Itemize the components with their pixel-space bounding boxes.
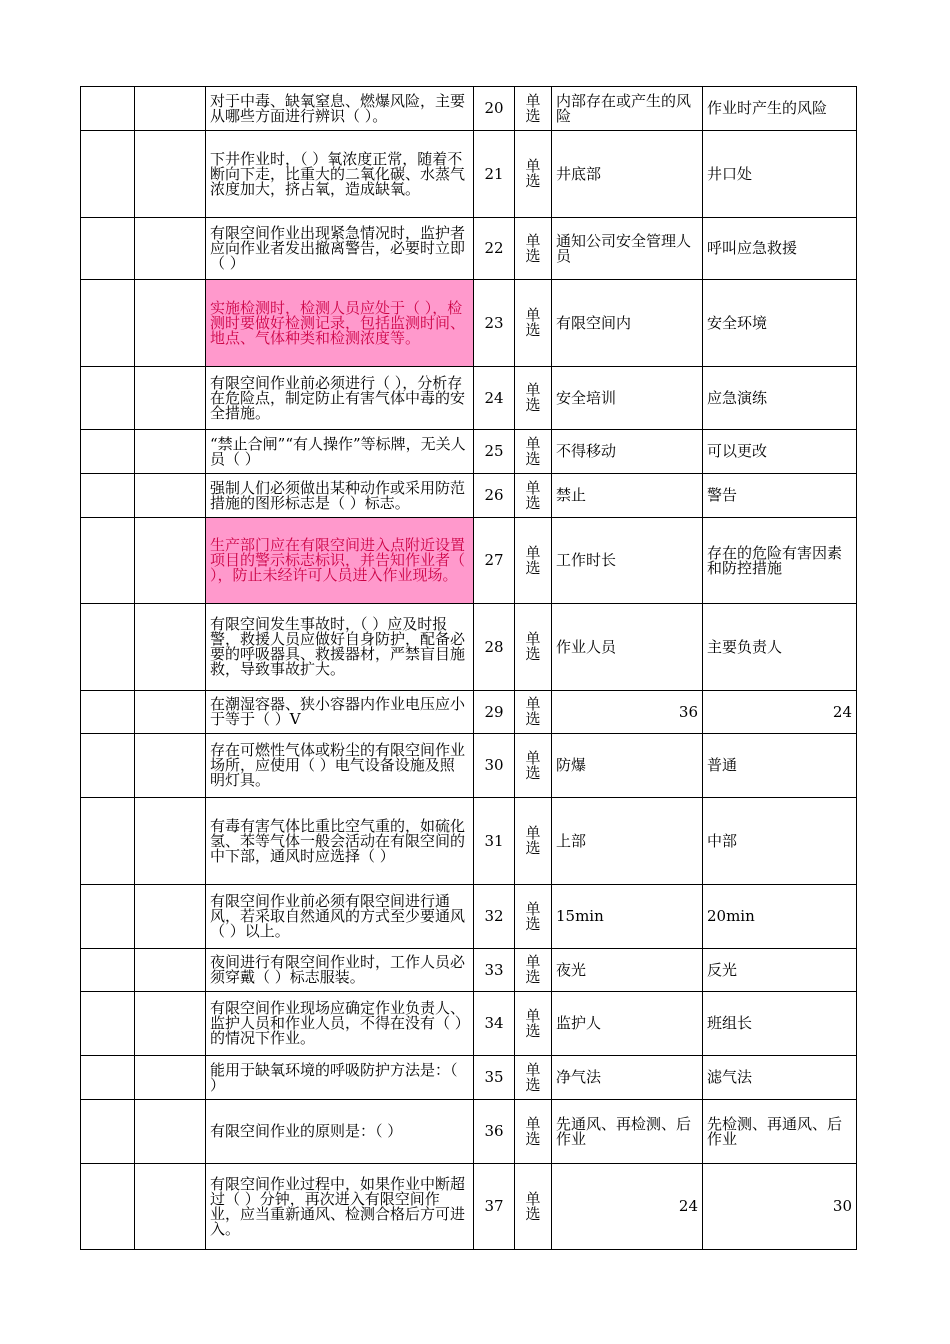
question-type: 单选 — [515, 691, 552, 734]
blank-cell-b — [135, 949, 206, 992]
table-row — [81, 798, 857, 885]
question-text: 存在可燃性气体或粉尘的有限空间作业场所，应使用（ ）电气设备设施及照明灯具。 — [206, 734, 474, 798]
blank-cell-a — [81, 280, 135, 367]
blank-cell-a — [81, 885, 135, 949]
option-b: 安全环境 — [703, 280, 857, 367]
question-text: 有限空间作业的原则是：（ ） — [206, 1100, 474, 1164]
blank-cell-a — [81, 798, 135, 885]
question-text: 夜间进行有限空间作业时，工作人员必须穿戴（ ）标志服装。 — [206, 949, 474, 992]
blank-cell-b — [135, 691, 206, 734]
question-text: 生产部门应在有限空间进入点附近设置项目的警示标志标识，并告知作业者（ ），防止未经许可人员进入作业现场。 — [206, 518, 474, 604]
table-row — [81, 1100, 857, 1164]
table-row — [81, 430, 857, 474]
blank-cell-a — [81, 474, 135, 518]
question-type: 单选 — [515, 280, 552, 367]
question-number: 36 — [474, 1100, 515, 1164]
table-row — [81, 734, 857, 798]
option-a: 监护人 — [552, 992, 703, 1056]
question-number: 21 — [474, 131, 515, 218]
table-row — [81, 1056, 857, 1100]
option-b: 普通 — [703, 734, 857, 798]
question-text: 对于中毒、缺氧窒息、燃爆风险，主要从哪些方面进行辨识（ ）。 — [206, 87, 474, 131]
question-number: 33 — [474, 949, 515, 992]
table-row — [81, 131, 857, 218]
question-text: 有限空间发生事故时，（ ）应及时报警，救援人员应做好自身防护，配备必要的呼吸器具、救援器材，严禁盲目施救，导致事故扩大。 — [206, 604, 474, 691]
question-table-body — [81, 87, 857, 1250]
question-type: 单选 — [515, 518, 552, 604]
question-number: 25 — [474, 430, 515, 474]
question-type: 单选 — [515, 131, 552, 218]
question-type: 单选 — [515, 1056, 552, 1100]
option-a: 24 — [552, 1164, 703, 1250]
blank-cell-a — [81, 518, 135, 604]
question-type: 单选 — [515, 798, 552, 885]
blank-cell-b — [135, 430, 206, 474]
question-text: 能用于缺氧环境的呼吸防护方法是：（ ） — [206, 1056, 474, 1100]
option-b: 反光 — [703, 949, 857, 992]
blank-cell-a — [81, 367, 135, 430]
blank-cell-a — [81, 1164, 135, 1250]
option-b: 井口处 — [703, 131, 857, 218]
option-a: 36 — [552, 691, 703, 734]
question-number: 34 — [474, 992, 515, 1056]
question-number: 35 — [474, 1056, 515, 1100]
blank-cell-b — [135, 604, 206, 691]
question-type: 单选 — [515, 474, 552, 518]
option-b: 班组长 — [703, 992, 857, 1056]
table-row — [81, 604, 857, 691]
question-number: 28 — [474, 604, 515, 691]
blank-cell-b — [135, 87, 206, 131]
option-a: 夜光 — [552, 949, 703, 992]
question-type: 单选 — [515, 218, 552, 280]
question-text: 有限空间作业现场应确定作业负责人、监护人员和作业人员，不得在没有（ ）的情况下作业。 — [206, 992, 474, 1056]
blank-cell-b — [135, 218, 206, 280]
question-text: 有毒有害气体比重比空气重的，如硫化氢、苯等气体一般会活动在有限空间的中下部，通风时应选择（ ） — [206, 798, 474, 885]
blank-cell-a — [81, 430, 135, 474]
question-text: 有限空间作业过程中，如果作业中断超过（ ）分钟，再次进入有限空间作业，应当重新通风、检测合格后方可进入。 — [206, 1164, 474, 1250]
blank-cell-b — [135, 131, 206, 218]
blank-cell-b — [135, 734, 206, 798]
question-type: 单选 — [515, 949, 552, 992]
blank-cell-b — [135, 1164, 206, 1250]
question-number: 23 — [474, 280, 515, 367]
question-type: 单选 — [515, 367, 552, 430]
question-number: 32 — [474, 885, 515, 949]
blank-cell-b — [135, 1100, 206, 1164]
question-text: 实施检测时，检测人员应处于（ ），检测时要做好检测记录，包括监测时间、地点、气体种类和检测浓度等。 — [206, 280, 474, 367]
option-a: 安全培训 — [552, 367, 703, 430]
option-b: 存在的危险有害因素和防控措施 — [703, 518, 857, 604]
blank-cell-b — [135, 992, 206, 1056]
option-a: 作业人员 — [552, 604, 703, 691]
blank-cell-a — [81, 1056, 135, 1100]
option-b: 应急演练 — [703, 367, 857, 430]
blank-cell-a — [81, 218, 135, 280]
question-type: 单选 — [515, 992, 552, 1056]
blank-cell-a — [81, 604, 135, 691]
option-a: 井底部 — [552, 131, 703, 218]
option-b: 30 — [703, 1164, 857, 1250]
blank-cell-b — [135, 885, 206, 949]
option-b: 滤气法 — [703, 1056, 857, 1100]
option-a: 内部存在或产生的风险 — [552, 87, 703, 131]
table-row — [81, 218, 857, 280]
table-row — [81, 992, 857, 1056]
table-row — [81, 691, 857, 734]
option-b: 呼叫应急救援 — [703, 218, 857, 280]
question-type: 单选 — [515, 604, 552, 691]
option-a: 上部 — [552, 798, 703, 885]
option-b: 可以更改 — [703, 430, 857, 474]
table-row — [81, 518, 857, 604]
option-a: 防爆 — [552, 734, 703, 798]
blank-cell-b — [135, 280, 206, 367]
question-number: 26 — [474, 474, 515, 518]
option-b: 24 — [703, 691, 857, 734]
option-b: 20min — [703, 885, 857, 949]
option-a: 工作时长 — [552, 518, 703, 604]
question-text: “禁止合闸”“有人操作”等标牌，无关人员（ ） — [206, 430, 474, 474]
blank-cell-b — [135, 798, 206, 885]
option-a: 净气法 — [552, 1056, 703, 1100]
blank-cell-a — [81, 87, 135, 131]
blank-cell-b — [135, 367, 206, 430]
question-number: 30 — [474, 734, 515, 798]
question-text: 有限空间作业前必须进行（ ），分析存在危险点，制定防止有害气体中毒的安全措施。 — [206, 367, 474, 430]
option-a: 不得移动 — [552, 430, 703, 474]
blank-cell-a — [81, 691, 135, 734]
question-number: 20 — [474, 87, 515, 131]
question-number: 27 — [474, 518, 515, 604]
question-number: 37 — [474, 1164, 515, 1250]
table-row — [81, 1164, 857, 1250]
blank-cell-a — [81, 131, 135, 218]
blank-cell-a — [81, 1100, 135, 1164]
question-text: 有限空间作业出现紧急情况时，监护者应向作业者发出撤离警告，必要时立即（ ） — [206, 218, 474, 280]
option-b: 主要负责人 — [703, 604, 857, 691]
option-a: 通知公司安全管理人员 — [552, 218, 703, 280]
question-table — [80, 86, 857, 1250]
option-b: 作业时产生的风险 — [703, 87, 857, 131]
question-type: 单选 — [515, 734, 552, 798]
question-text: 在潮湿容器、狭小容器内作业电压应小于等于（ ）V — [206, 691, 474, 734]
question-text: 强制人们必须做出某种动作或采用防范措施的图形标志是（ ）标志。 — [206, 474, 474, 518]
table-row — [81, 367, 857, 430]
question-number: 31 — [474, 798, 515, 885]
question-type: 单选 — [515, 1100, 552, 1164]
table-row — [81, 949, 857, 992]
option-a: 先通风、再检测、后作业 — [552, 1100, 703, 1164]
option-a: 15min — [552, 885, 703, 949]
table-row — [81, 885, 857, 949]
option-b: 警告 — [703, 474, 857, 518]
question-number: 24 — [474, 367, 515, 430]
question-number: 22 — [474, 218, 515, 280]
table-row — [81, 87, 857, 131]
question-type: 单选 — [515, 430, 552, 474]
question-type: 单选 — [515, 885, 552, 949]
table-row — [81, 280, 857, 367]
question-number: 29 — [474, 691, 515, 734]
blank-cell-b — [135, 518, 206, 604]
option-b: 先检测、再通风、后作业 — [703, 1100, 857, 1164]
question-text: 有限空间作业前必须有限空间进行通风，若采取自然通风的方式至少要通风（ ）以上。 — [206, 885, 474, 949]
blank-cell-a — [81, 949, 135, 992]
option-b: 中部 — [703, 798, 857, 885]
blank-cell-a — [81, 992, 135, 1056]
blank-cell-a — [81, 734, 135, 798]
table-row — [81, 474, 857, 518]
question-text: 下井作业时，（ ）氧浓度正常，随着不断向下走，比重大的二氧化碳、水蒸气浓度加大，挤占氧，造成缺氧。 — [206, 131, 474, 218]
blank-cell-b — [135, 1056, 206, 1100]
option-a: 禁止 — [552, 474, 703, 518]
blank-cell-b — [135, 474, 206, 518]
option-a: 有限空间内 — [552, 280, 703, 367]
question-type: 单选 — [515, 1164, 552, 1250]
question-type: 单选 — [515, 87, 552, 131]
